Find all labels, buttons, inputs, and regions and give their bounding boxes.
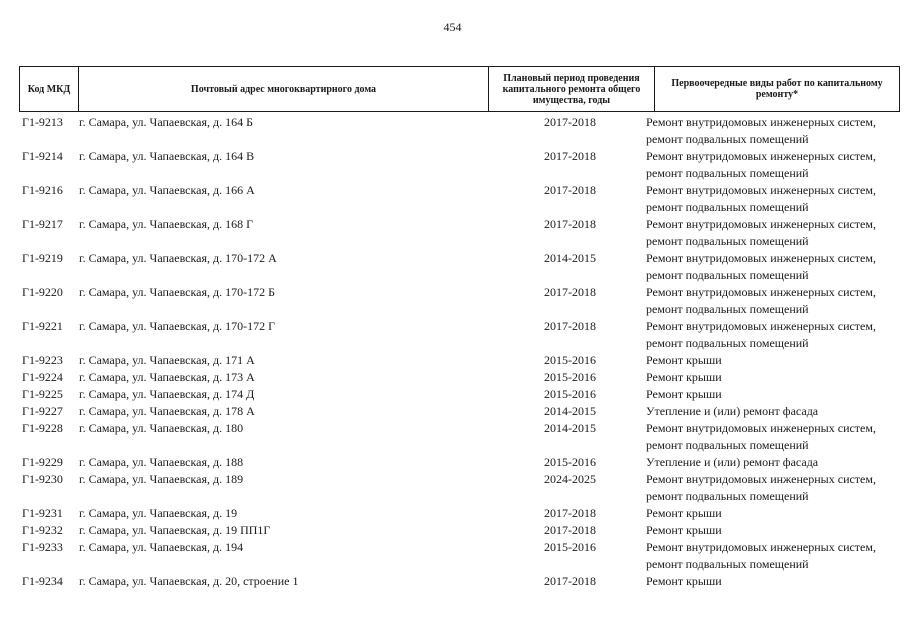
row-works	[646, 539, 900, 573]
row-address: г. Самара, ул. Чапаевская, д. 168 Г	[79, 217, 254, 231]
row-address: г. Самара, ул. Чапаевская, д. 164 Б	[79, 115, 253, 129]
row-works-line: ремонт подвальных помещений	[646, 302, 809, 316]
row-address: г. Самара, ул. Чапаевская, д. 171 А	[79, 353, 255, 367]
row-code: Г1-9233	[22, 540, 63, 554]
row-period: 2015-2016	[544, 387, 596, 401]
row-works	[646, 471, 900, 505]
row-works	[646, 369, 900, 386]
header-works: Первоочередные виды работ по капитальному ремонту*	[654, 67, 899, 111]
header-code: Код МКД	[27, 83, 71, 95]
row-works-line: Ремонт внутридомовых инженерных систем,	[646, 149, 876, 163]
row-works-line: Ремонт крыши	[646, 387, 722, 401]
row-code: Г1-9217	[22, 217, 63, 231]
row-code: Г1-9225	[22, 387, 63, 401]
row-address: г. Самара, ул. Чапаевская, д. 178 А	[79, 404, 255, 418]
row-code: Г1-9223	[22, 353, 63, 367]
row-works-line: Ремонт внутридомовых инженерных систем,	[646, 251, 876, 265]
row-address: г. Самара, ул. Чапаевская, д. 180	[79, 421, 244, 435]
row-code: Г1-9231	[22, 506, 63, 520]
row-code: Г1-9234	[22, 574, 63, 588]
row-works	[646, 216, 900, 250]
row-period: 2017-2018	[544, 523, 596, 537]
row-code: Г1-9213	[22, 115, 63, 129]
row-works-line: ремонт подвальных помещений	[646, 489, 809, 503]
row-works-line: Ремонт внутридомовых инженерных систем,	[646, 472, 876, 486]
row-address: г. Самара, ул. Чапаевская, д. 170-172 Б	[79, 285, 275, 299]
row-period: 2017-2018	[544, 115, 596, 129]
row-period: 2017-2018	[544, 183, 596, 197]
row-works	[646, 318, 900, 352]
row-address: г. Самара, ул. Чапаевская, д. 189	[79, 472, 244, 486]
row-code: Г1-9230	[22, 472, 63, 486]
row-period: 2017-2018	[544, 319, 596, 333]
row-period: 2017-2018	[544, 506, 596, 520]
row-code: Г1-9216	[22, 183, 63, 197]
row-works-line: Ремонт крыши	[646, 370, 722, 384]
row-address: г. Самара, ул. Чапаевская, д. 20, строение 1	[79, 574, 299, 588]
row-period: 2015-2016	[544, 540, 596, 554]
row-works-line: Утепление и (или) ремонт фасада	[646, 455, 819, 469]
row-works-line: Ремонт внутридомовых инженерных систем,	[646, 285, 876, 299]
row-address: г. Самара, ул. Чапаевская, д. 19	[79, 506, 238, 520]
row-works-line: Ремонт крыши	[646, 506, 722, 520]
row-code: Г1-9219	[22, 251, 63, 265]
row-code: Г1-9228	[22, 421, 63, 435]
row-works-line: ремонт подвальных помещений	[646, 166, 809, 180]
row-period: 2015-2016	[544, 455, 596, 469]
row-period: 2017-2018	[544, 149, 596, 163]
row-works-line: ремонт подвальных помещений	[646, 200, 809, 214]
row-works	[646, 114, 900, 148]
row-address: г. Самара, ул. Чапаевская, д. 194	[79, 540, 244, 554]
row-period: 2014-2015	[544, 251, 596, 265]
row-code: Г1-9229	[22, 455, 63, 469]
table-header	[19, 66, 900, 112]
row-works-line: Ремонт крыши	[646, 353, 722, 367]
row-works	[646, 284, 900, 318]
row-works	[646, 454, 900, 471]
row-works	[646, 505, 900, 522]
row-works-line: ремонт подвальных помещений	[646, 336, 809, 350]
row-period: 2014-2015	[544, 421, 596, 435]
row-works	[646, 182, 900, 216]
row-works	[646, 573, 900, 590]
row-works	[646, 250, 900, 284]
header-period: Плановый период проведения капитального ремонта общего имущества, годы	[488, 67, 654, 111]
row-code: Г1-9227	[22, 404, 63, 418]
row-works	[646, 386, 900, 403]
row-period: 2014-2015	[544, 404, 596, 418]
row-works-line: Ремонт внутридомовых инженерных систем,	[646, 540, 876, 554]
row-period: 2015-2016	[544, 353, 596, 367]
row-code: Г1-9214	[22, 149, 63, 163]
header-address: Почтовый адрес многоквартирного дома	[78, 67, 488, 111]
row-works	[646, 522, 900, 539]
row-address: г. Самара, ул. Чапаевская, д. 174 Д	[79, 387, 255, 401]
row-works-line: ремонт подвальных помещений	[646, 438, 809, 452]
row-works	[646, 352, 900, 369]
row-period: 2017-2018	[544, 217, 596, 231]
row-code: Г1-9221	[22, 319, 63, 333]
row-period: 2017-2018	[544, 285, 596, 299]
row-works	[646, 148, 900, 182]
row-address: г. Самара, ул. Чапаевская, д. 164 В	[79, 149, 255, 163]
row-works-line: Ремонт внутридомовых инженерных систем,	[646, 319, 876, 333]
row-works-line: Ремонт крыши	[646, 574, 722, 588]
page-number: 454	[443, 20, 462, 34]
row-period: 2017-2018	[544, 574, 596, 588]
row-period: 2024-2025	[544, 472, 596, 486]
row-address: г. Самара, ул. Чапаевская, д. 170-172 А	[79, 251, 277, 265]
row-works-line: ремонт подвальных помещений	[646, 132, 809, 146]
row-works-line: Ремонт внутридомовых инженерных систем,	[646, 115, 876, 129]
row-code: Г1-9220	[22, 285, 63, 299]
row-works-line: Ремонт внутридомовых инженерных систем,	[646, 217, 876, 231]
row-works-line: ремонт подвальных помещений	[646, 557, 809, 571]
row-works-line: Ремонт внутридомовых инженерных систем,	[646, 183, 876, 197]
row-code: Г1-9224	[22, 370, 63, 384]
row-address: г. Самара, ул. Чапаевская, д. 19 ПП1Г	[79, 523, 271, 537]
row-address: г. Самара, ул. Чапаевская, д. 173 А	[79, 370, 255, 384]
row-works-line: Утепление и (или) ремонт фасада	[646, 404, 819, 418]
row-address: г. Самара, ул. Чапаевская, д. 188	[79, 455, 244, 469]
row-address: г. Самара, ул. Чапаевская, д. 166 А	[79, 183, 255, 197]
row-works-line: ремонт подвальных помещений	[646, 234, 809, 248]
row-works-line: ремонт подвальных помещений	[646, 268, 809, 282]
row-works-line: Ремонт крыши	[646, 523, 722, 537]
row-address: г. Самара, ул. Чапаевская, д. 170-172 Г	[79, 319, 276, 333]
row-period: 2015-2016	[544, 370, 596, 384]
row-works-line: Ремонт внутридомовых инженерных систем,	[646, 421, 876, 435]
row-code: Г1-9232	[22, 523, 63, 537]
row-works	[646, 403, 900, 420]
row-works	[646, 420, 900, 454]
